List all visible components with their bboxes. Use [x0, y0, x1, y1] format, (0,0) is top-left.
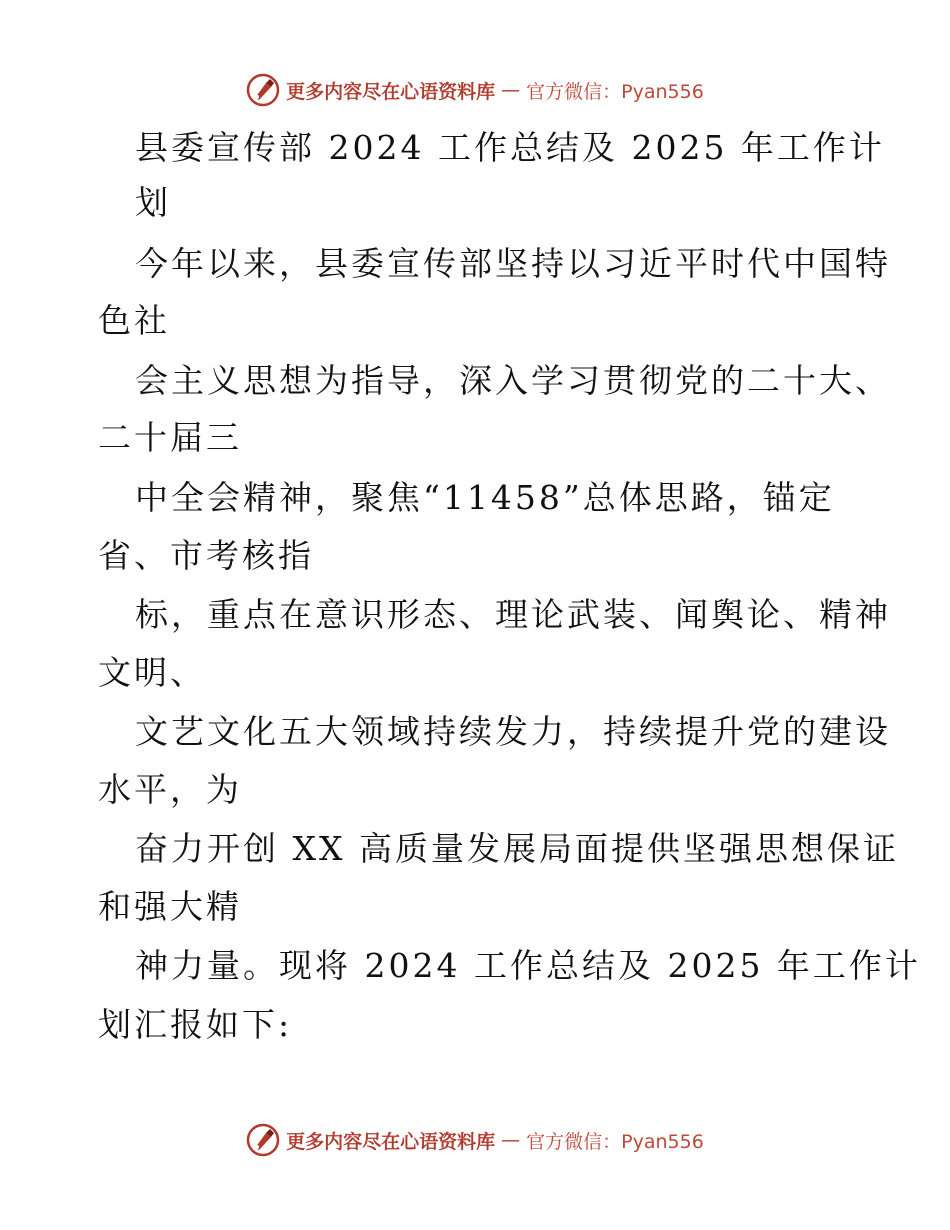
text-line: 二十届三 — [98, 418, 242, 457]
banner-contact-text: 官方微信：Pyan556 — [526, 80, 704, 103]
banner-main-text: 更多内容尽在心语资料库 — [286, 1130, 496, 1153]
text-line: 划 — [135, 183, 171, 222]
pen-nib-logo-icon — [246, 1123, 280, 1157]
text-line: 会主义思想为指导，深入学习贯彻党的二十大、 — [135, 361, 891, 400]
banner-contact-text: 官方微信：Pyan556 — [526, 1130, 704, 1153]
text-line: 中全会精神，聚焦“11458”总体思路，锚定 — [135, 478, 835, 517]
pen-nib-logo-icon — [246, 73, 280, 107]
text-line: 色社 — [98, 301, 170, 340]
banner-main-text: 更多内容尽在心语资料库 — [286, 80, 496, 103]
text-line: 文明、 — [98, 653, 206, 692]
text-line: 和强大精 — [98, 887, 242, 926]
footer-banner — [0, 1120, 950, 1160]
banner-separator: — — [501, 79, 521, 101]
banner-separator: — — [501, 1129, 521, 1151]
text-line: 神力量。现将 2024 工作总结及 2025 年工作计 — [135, 946, 921, 985]
text-line: 奋力开创 XX 高质量发展局面提供坚强思想保证 — [135, 829, 899, 868]
text-line: 省、市考核指 — [98, 536, 314, 575]
text-line: 标，重点在意识形态、理论武装、闻舆论、精神 — [135, 595, 891, 634]
text-line: 今年以来，县委宣传部坚持以习近平时代中国特 — [135, 244, 891, 283]
text-line: 划汇报如下: — [98, 1005, 293, 1044]
text-line: 文艺文化五大领域持续发力，持续提升党的建设 — [135, 712, 891, 751]
text-line: 水平，为 — [98, 770, 242, 809]
text-line: 县委宣传部 2024 工作总结及 2025 年工作计 — [135, 128, 885, 167]
header-banner — [0, 70, 950, 110]
